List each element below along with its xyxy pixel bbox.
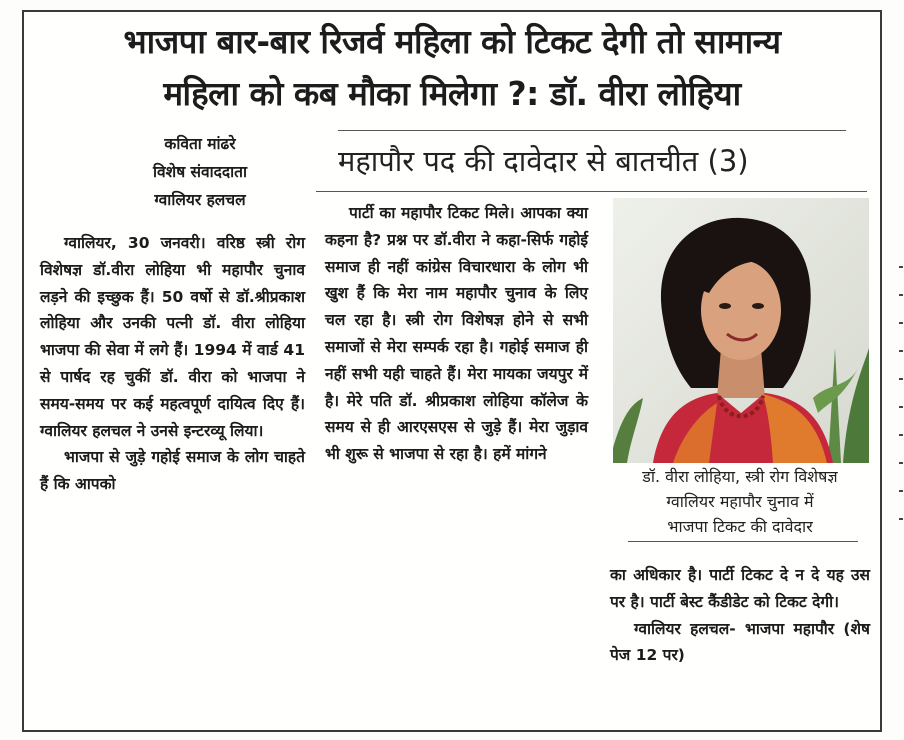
headline-line-2: महिला को कब मौका मिलेगा ?: डॉ. वीरा लोहिया: [163, 74, 741, 113]
article-column-1: [40, 230, 305, 498]
series-title: महापौर पद की दावेदार से बातचीत (3): [338, 144, 749, 178]
portrait-photo-icon: [613, 198, 869, 463]
byline-publication: ग्वालियर हलचल: [154, 191, 246, 209]
column-3-paragraph-1: का अधिकार है। पार्टी टिकट दे न दे यह उस पर है। पार्टी बेस्ट कैंडीडेट को टिकट देगी।: [610, 566, 870, 611]
headline: [0, 16, 904, 120]
portrait-photo: [613, 198, 869, 463]
column-1-paragraph-1: ग्वालियर, 30 जनवरी। वरिष्ठ स्त्री रोग विशेषज्ञ डॉ.वीरा लोहिया भी महापौर चुनाव लड़ने की इच्छुक हैं। 50 वर्षो से डॉ.श्रीप्रकाश लोहिया और उनकी पत्नी डॉ. वीरा लोहिया भाजपा की सेवा में लगे हैं। 1994 में वार्ड 41 से पार्षद रह चुकीं डॉ. वीरा को भाजपा ने समय-समय पर कई महत्वपूर्ण दायित्व दिए हैं। ग्वालियर हलचल ने उनसे इन्टरव्यू लिया।: [40, 234, 305, 440]
headline-line-1: भाजपा बार-बार रिजर्व महिला को टिकट देगी तो सामान्य: [123, 22, 781, 61]
photo-caption-line-3: भाजपा टिकट की दावेदार: [667, 517, 813, 536]
photo-caption: [612, 464, 868, 542]
photo-caption-line-2: ग्वालियर महापौर चुनाव में: [666, 492, 814, 511]
article-column-2: [325, 200, 588, 468]
column-3-paragraph-2: ग्वालियर हलचल- भाजपा महापौर (शेष पेज 12 पर): [610, 619, 870, 665]
caption-rule: [628, 541, 858, 542]
photo-caption-line-1: डॉ. वीरा लोहिया, स्त्री रोग विशेषज्ञ: [642, 467, 838, 486]
series-rule-bottom: [316, 191, 867, 192]
column-1-paragraph-2: भाजपा से जुड़े गहोई समाज के लोग चाहते हैं कि आपको: [40, 448, 305, 494]
edge-marks: [898, 240, 904, 600]
byline-designation: विशेष संवाददाता: [153, 163, 247, 181]
column-2-paragraph: पार्टी का महापौर टिकट मिले। आपका क्या कहना है? प्रश्न पर डॉ.वीरा ने कहा-सिर्फ गहोई समाज ही नहीं कांग्रेस विचारधारा के लोग भी खुश हैं कि मेरा नाम महापौर चुनाव के लिए चल रहा है। स्त्री रोग विशेषज्ञ होने से सभी समाजों से मेरा सम्पर्क रहा है। गहोई समाज ही नहीं सभी यही चाहते हैं। मेरा मायका जयपुर में है। मेरे पति डॉ. श्रीप्रकाश लोहिया कॉलेज के समय से ही आरएसएस से जुड़े हैं। मेरा जुड़ाव भी शुरू से भाजपा से रहा है। हमें मांगने: [325, 204, 588, 464]
series-rule-top: [338, 130, 846, 131]
byline-author: कविता मांढरे: [164, 135, 236, 153]
article-column-3: [610, 562, 870, 669]
byline: [100, 130, 300, 214]
